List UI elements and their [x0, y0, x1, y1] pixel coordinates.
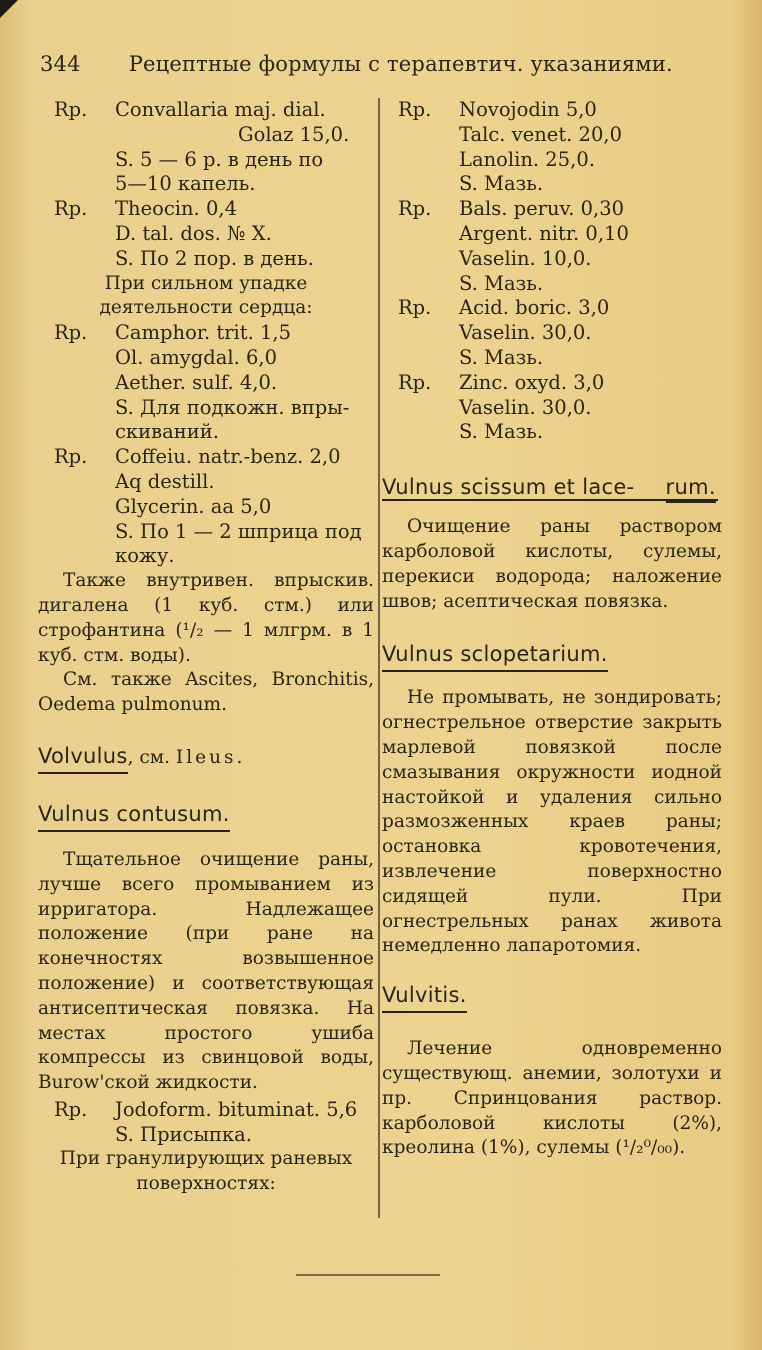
- paragraph-sclopetarium: Не промывать, не зондировать; огнестрельное отверстие закрыть марлевой повязкой после смазывания окружности иодной настойкой и удаления сильно размозженных краев раны; остановка кровотечения, извлечение поверхностно сидящей пули. При огнестрельных ранах живота немедленно лапаротомия.: [382, 687, 722, 957]
- paragraph-digalen: Также внутривен. впрыскив. дигалена (1 куб. стм.) или строфантина (¹/₂ — 1 млгрм. в 1 куб. стм. воды).: [38, 570, 374, 666]
- page-number: 344: [40, 52, 81, 76]
- volvulus-entry: [38, 744, 374, 774]
- condition-heart: При сильном упадке деятельности сердца:: [99, 272, 313, 319]
- rp-label: Rp.: [54, 445, 88, 469]
- rx-line: Talc. venet. 20,0: [459, 122, 622, 146]
- rx-line: Novojodin 5,0: [459, 98, 597, 121]
- rx-line: D. tal. dos. № X.: [115, 221, 272, 245]
- footer-rule: [296, 1274, 440, 1276]
- column-divider: [378, 98, 380, 1218]
- rp-label: Rp.: [398, 197, 432, 221]
- rx-line: S. Для подкожн. впры-: [115, 395, 350, 419]
- right-column: [382, 98, 722, 1161]
- prescription-novojodin: [382, 98, 722, 197]
- rx-line: S. Мазь.: [459, 172, 544, 196]
- rx-line: Bals. peruv. 0,30: [459, 197, 625, 221]
- prescription-zinc-oxyd: [382, 371, 722, 445]
- contusum-heading-wrap: [38, 802, 374, 832]
- heading-vulnus-scissum-line2: rum.: [666, 475, 716, 503]
- paragraph-contusum: Тщательное очищение раны, лучше всего промыванием из ирригатора. Надлежащее положение (при ране на конечностях возвышенное положение) и соответствующая антисептическая повязка. На местах простого ушиба компрессы из свинцовой воды, Burow'ской жидкости.: [38, 848, 374, 1094]
- prescription-jodoform: [38, 1098, 374, 1148]
- sclopetarium-heading-wrap: [382, 642, 722, 672]
- volvulus-ref-link: Ileus: [175, 746, 237, 768]
- rx-line: Vaselin. 30,0.: [459, 321, 592, 345]
- rx-line: Acid. boric. 3,0: [459, 296, 610, 320]
- rx-line: Convallaria maj. dial.: [115, 98, 326, 121]
- condition-granulating: При гранулирующих раневых поверхностях:: [59, 1148, 353, 1195]
- rx-line: кожу.: [115, 544, 175, 568]
- rx-line: скиваний.: [115, 420, 219, 444]
- prescription-theocin: [38, 197, 374, 271]
- prescription-acid-boric: [382, 296, 722, 370]
- prescription-coffein: [38, 445, 374, 569]
- rx-line: S. 5 — 6 р. в день по: [115, 147, 324, 171]
- heading-volvulus-text: Volvulus: [38, 743, 128, 768]
- rx-line: Zinc. oxyd. 3,0: [459, 370, 605, 394]
- rp-label: Rp.: [54, 98, 88, 121]
- scissum-heading-wrap: [382, 473, 722, 503]
- heading-underline: [382, 499, 718, 501]
- rx-line: Coffeiu. natr.-benz. 2,0: [115, 445, 341, 469]
- rp-label: Rp.: [398, 296, 432, 320]
- running-header: [40, 52, 673, 76]
- rx-line: S. По 2 пор. в день.: [115, 246, 314, 270]
- prescription-convallaria: [38, 98, 374, 197]
- rp-label: Rp.: [54, 197, 88, 221]
- heading-vulnus-contusum: Vulnus contusum.: [38, 802, 230, 832]
- heading-volvulus: [38, 744, 128, 774]
- left-column: [38, 98, 374, 1197]
- rx-line: Lanolin. 25,0.: [459, 147, 595, 171]
- rx-line: Camphor. trit. 1,5: [115, 321, 292, 345]
- rp-label: Rp.: [54, 1097, 88, 1121]
- rx-line: Glycerin. aa 5,0: [115, 494, 272, 518]
- rx-line: S. Мазь.: [459, 420, 544, 444]
- heading-vulnus-sclopetarium: Vulnus sclopetarium.: [382, 642, 608, 672]
- prescription-bals-peruv: [382, 197, 722, 296]
- heading-vulvitis: Vulvitis.: [382, 983, 467, 1013]
- rx-line: 5—10 капель.: [115, 172, 256, 196]
- paragraph-see-also: См. также Ascites, Bronchitis, Oedema pulmonum.: [38, 669, 374, 716]
- rx-line: Theocin. 0,4: [115, 197, 237, 221]
- rx-line: Argent. nitr. 0,10: [459, 221, 629, 245]
- rx-line: S. По 1 — 2 шприца под: [115, 519, 362, 543]
- rx-line: Ol. amygdal. 6,0: [115, 345, 277, 369]
- rx-line: S. Мазь.: [459, 345, 544, 369]
- rx-line: Vaselin. 30,0.: [459, 395, 592, 419]
- running-title: Рецептные формулы с терапевтич. указаниями.: [128, 52, 673, 76]
- rp-label: Rp.: [398, 98, 432, 121]
- rx-line: Aq destill.: [115, 469, 215, 493]
- rx-line: Aether. sulf. 4,0.: [115, 370, 278, 394]
- rx-line: Vaselin. 10,0.: [459, 246, 592, 270]
- rx-line: S. Присыпка.: [115, 1122, 252, 1146]
- rx-line: Jodoform. bituminat. 5,6: [115, 1097, 358, 1121]
- page-corner: [0, 0, 18, 18]
- rp-label: Rp.: [54, 321, 88, 345]
- vulvitis-heading-wrap: [382, 983, 722, 1013]
- paragraph-scissum: Очищение раны раствором карболовой кислоты, сулемы, перекиси водорода; наложение швов; асептическая повязка.: [382, 516, 722, 612]
- rx-line: Golaz 15,0.: [238, 122, 350, 146]
- heading-vulnus-scissum-line1: Vulnus scissum et lace-: [382, 475, 635, 500]
- rp-label: Rp.: [398, 370, 432, 394]
- paragraph-vulvitis: Лечение одновременно существующ. анемии, золотухи и пр. Спринцования раствор. карболовой кислоты (2%), креолина (1%), сулемы (¹/₂⁰/₀₀).: [382, 1038, 722, 1159]
- volvulus-ref-suffix: .: [236, 746, 243, 768]
- rx-line: S. Мазь.: [459, 271, 544, 295]
- volvulus-ref-prefix: , см.: [127, 746, 176, 768]
- prescription-camphor: [38, 321, 374, 445]
